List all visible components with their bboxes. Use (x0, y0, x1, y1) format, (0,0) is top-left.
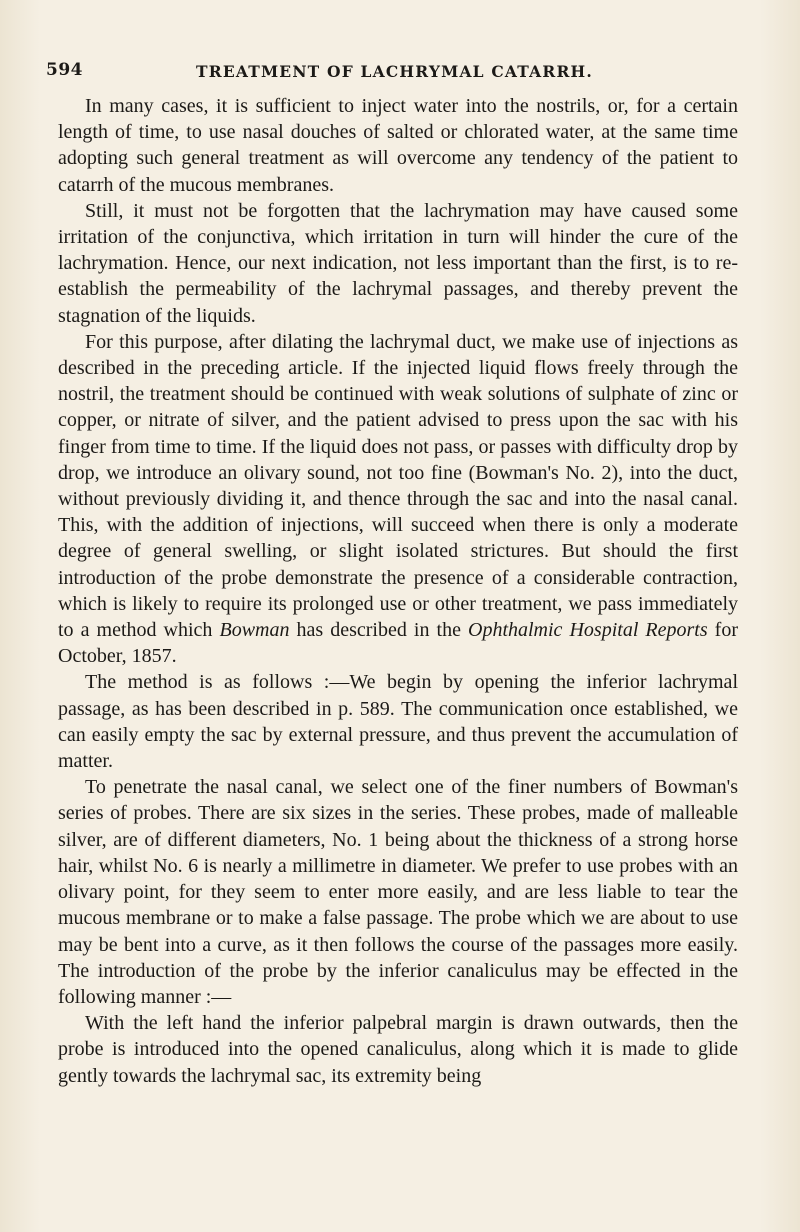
paragraph-left-hand: With the left hand the inferior palpebral margin is drawn outwards, then the probe is introduced into the opened canaliculus, along which it is made to glide gently towards the lachrymal sac, its extremity being (58, 1012, 738, 1087)
paragraph-text-before: For this purpose, after dilating the lachrymal duct, we make use of injections as described in the preceding article. If the injected liquid flows freely through the nostril, the treatment should be continued with weak solutions of sulphate of zinc or copper, or nitrate of silver, and the patient advised to press upon the sac with his finger from time to time. If the liquid does not pass, or passes with difficulty drop by drop, we introduce an olivary sound, not too fine (Bowman's No. 2), into the duct, without previously dividing it, and thence through the sac and into the nasal canal. This, with the addition of injections, will succeed when there is only a moderate degree of general swelling, or slight isolated strictures. But should the first introduction of the probe demonstrate the presence of a considerable contraction, which is likely to require its prolonged use or other treatment, we pass immediately to a method which (58, 330, 738, 642)
journal-title-italic: Ophthalmic Hospital Reports (468, 619, 708, 642)
paragraph-permeability: Still, it must not be forgotten that the lachrymation may have caused some irritation of the conjunctiva, which irritation in turn will hinder the cure of the lachrymation. Hence, our next indication, not less important than the first, is to re-establish the permeability of the lachrymal passages, and thereby prevent the stagnation of the liquids. (58, 199, 738, 327)
paragraph-text-after: for October, 1857. (58, 619, 739, 668)
paragraph-method: The method is as follows :—We begin by opening the inferior lachrymal passage, as has been described in p. 589. The communication once established, we can easily empty the sac by external pressure, and thus prevent the accumulation of matter. (58, 671, 738, 773)
paragraph-injections-probe (58, 329, 738, 670)
page-header (46, 60, 746, 86)
body-text (58, 93, 738, 1089)
author-name-italic: Bowman (219, 619, 290, 642)
paragraph-bowman-probes: To penetrate the nasal canal, we select one of the finer numbers of Bowman's series of probes. There are six sizes in the series. These probes, made of malleable silver, are of different diameters, No. 1 being about the thickness of a strong horse hair, whilst No. 6 is nearly a millimetre in diameter. We prefer to use probes with an olivary point, for they seem to enter more easily, and are less liable to tear the mucous membrane or to make a false passage. The probe which we are about to use may be bent into a curve, as it then follows the course of the passages more easily. The introduction of the probe by the inferior canaliculus may be effected in the following manner :— (58, 776, 738, 1008)
running-title: TREATMENT OF LACHRYMAL CATARRH. (196, 62, 593, 81)
paragraph-text-middle: has described in the (289, 619, 468, 642)
paragraph-nasal-douches: In many cases, it is sufficient to inject water into the nostrils, or, for a certain length of time, to use nasal douches of salted or chlorated water, at the same time adopting such general treatment as will overcome any tendency of the patient to catarrh of the mucous membranes. (58, 95, 738, 196)
page-number: 594 (46, 60, 83, 80)
